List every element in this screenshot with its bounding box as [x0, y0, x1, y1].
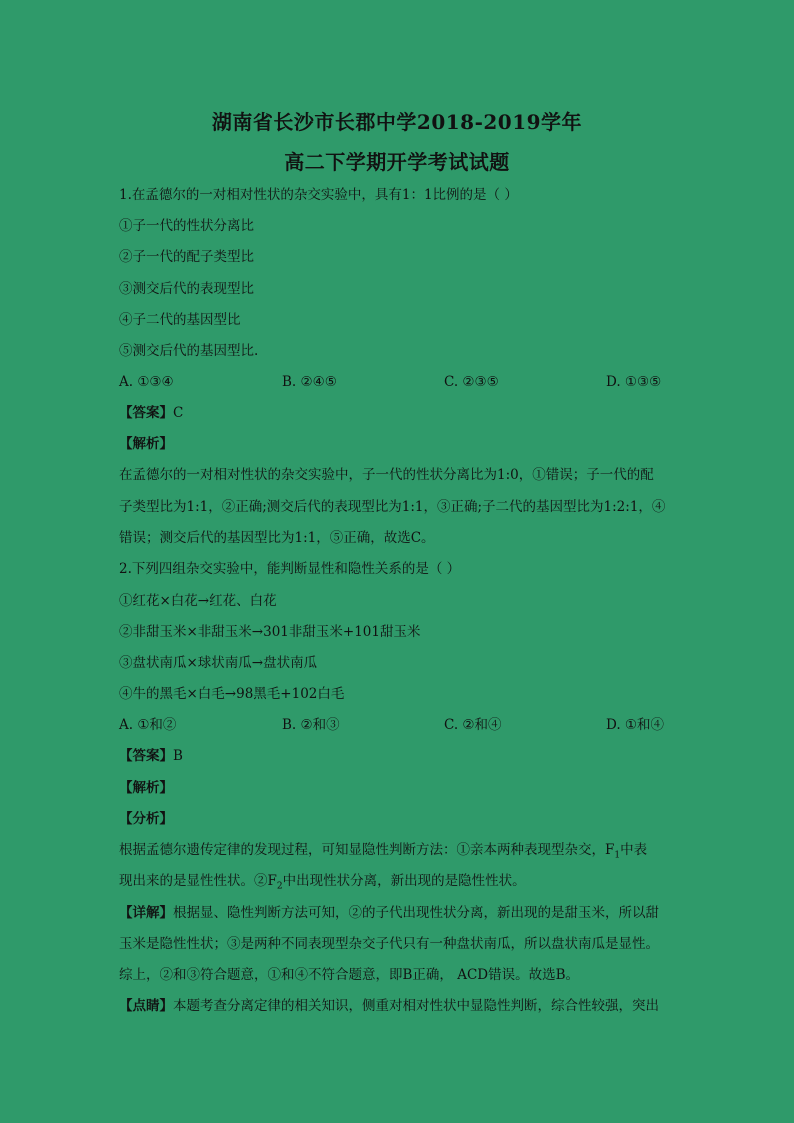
q2-dianjing-tag: 【点睛】	[119, 998, 173, 1014]
q1-analysis-line-3: 错误；测交后代的基因型比为1:1，⑤正确，故选C。	[119, 530, 435, 546]
q2-answer-value: B	[173, 748, 183, 764]
document-title-line-1: 湖南省长沙市长郡中学2018-2019学年	[211, 110, 583, 134]
q1-option-b: B. ②④⑤	[282, 374, 337, 390]
q2-fenxi-line-1	[119, 840, 679, 860]
q1-option-c: C. ②③⑤	[444, 374, 499, 390]
q2-answer-tag: 【答案】	[119, 748, 173, 764]
q1-answer-tag: 【答案】	[119, 405, 173, 421]
q2-fenxi-line-2	[119, 871, 679, 891]
q1-analysis-line-2: 子类型比为1:1，②正确;测交后代的表现型比为1:1，③正确;子二代的基因型比为1:2:1，④	[119, 499, 666, 515]
document-title-line-2: 高二下学期开学考试试题	[284, 150, 510, 174]
q1-option-d: D. ①③⑤	[606, 374, 662, 390]
q2-xiangjie-line-1	[119, 903, 679, 923]
q1-option-a: A. ①③④	[119, 374, 174, 390]
q1-analysis-line-1: 在孟德尔的一对相对性状的杂交实验中，子一代的性状分离比为1:0，①错误；子一代的配	[119, 467, 654, 483]
q2-item-2: ②非甜玉米×非甜玉米→301非甜玉米+101甜玉米	[119, 624, 421, 640]
q1-item-1: ①子一代的性状分离比	[119, 218, 254, 234]
q2-stem: 2.下列四组杂交实验中，能判断显性和隐性关系的是（ ）	[119, 561, 461, 577]
q1-answer	[119, 403, 679, 423]
q2-analysis-tag: 【解析】	[119, 780, 173, 796]
q1-item-2: ②子一代的配子类型比	[119, 249, 254, 265]
q2-dianjing-text: 本题考查分离定律的相关知识，侧重对相对性状中显隐性判断，综合性较强，突出	[173, 998, 659, 1014]
q2-fenxi-line-2-sub: 2	[276, 881, 283, 892]
q2-xiangjie-line-2: 玉米是隐性性状；③是两种不同表现型杂交子代只有一种盘状南瓜，所以盘状南瓜是显性。	[119, 936, 659, 952]
q1-analysis-tag: 【解析】	[119, 436, 173, 452]
q1-stem: 1.在孟德尔的一对相对性状的杂交实验中，具有1：1比例的是（ ）	[119, 187, 518, 203]
q2-xiangjie-tag: 【详解】	[119, 905, 173, 921]
q2-fenxi-line-2-text: 现出来的是显性性状。②F	[119, 873, 277, 889]
q2-fenxi-line-1-sub: 1	[614, 850, 621, 861]
q1-answer-value: C	[173, 405, 184, 421]
q2-fenxi-line-2-tail: 中出现性状分离，新出现的是隐性性状。	[282, 873, 526, 889]
q2-item-3: ③盘状南瓜×球状南瓜→盘状南瓜	[119, 655, 318, 671]
q2-xiangjie-text-1: 根据显、隐性判断方法可知，②的子代出现性状分离，新出现的是甜玉米，所以甜	[173, 905, 659, 921]
q1-item-3: ③测交后代的表现型比	[119, 281, 254, 297]
q2-item-1: ①红花×白花→红花、白花	[119, 593, 277, 609]
q2-option-b: B. ②和③	[282, 717, 340, 733]
q2-dianjing-line-1	[119, 996, 679, 1016]
q2-answer	[119, 746, 679, 766]
q2-option-a: A. ①和②	[119, 717, 177, 733]
q2-fenxi-line-1-tail: 中表	[620, 842, 648, 858]
q2-fenxi-tag: 【分析】	[119, 811, 173, 827]
q1-item-4: ④子二代的基因型比	[119, 312, 241, 328]
q2-item-4: ④牛的黑毛×白毛→98黑毛+102白毛	[119, 686, 345, 702]
q2-option-d: D. ①和④	[606, 717, 665, 733]
q2-xiangjie-line-3: 综上，②和③符合题意，①和④不符合题意，即B正确， ACD错误。故选B。	[119, 967, 580, 983]
q1-item-5: ⑤测交后代的基因型比.	[119, 343, 259, 359]
q2-fenxi-line-1-text: 根据孟德尔遗传定律的发现过程，可知显隐性判断方法：①亲本两种表现型杂交，F	[119, 842, 615, 858]
q2-option-c: C. ②和④	[444, 717, 502, 733]
